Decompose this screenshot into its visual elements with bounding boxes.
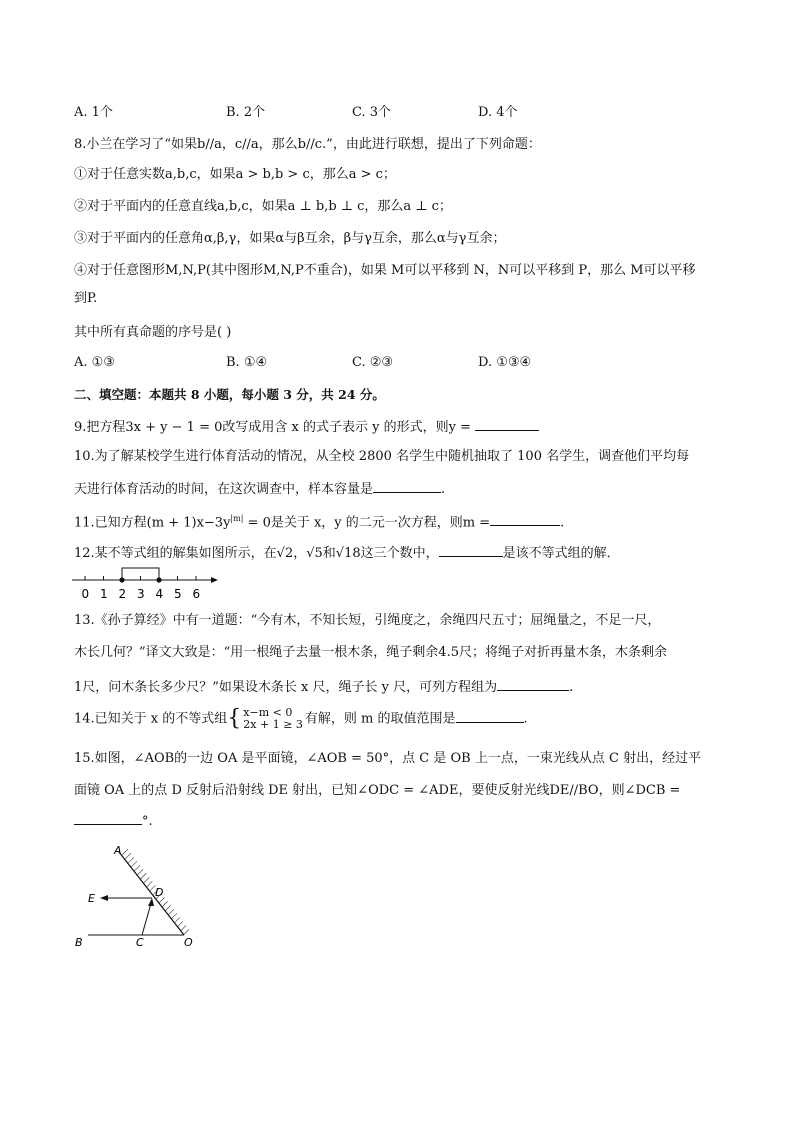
section-2-title: 二、填空题：本题共 8 小题，每小题 3 分，共 24 分。: [74, 387, 385, 402]
q10-answer-blank: [373, 478, 441, 493]
q14-end: .: [523, 711, 528, 727]
q12-rest: 是该不等式组的解．: [502, 546, 620, 561]
q15-answer-blank: [74, 810, 142, 825]
mirror-figure: [70, 836, 210, 954]
q8-question: 其中所有真命题的序号是( ): [74, 325, 232, 340]
q12: [74, 542, 620, 563]
q14-text: 14.已知关于 x 的不等式组: [74, 711, 228, 727]
label-c: C: [136, 936, 144, 949]
q7-option-c: C. 3个: [352, 105, 392, 120]
number-line-arrow: [211, 577, 218, 583]
q8-option-d: D. ①③④: [478, 355, 532, 370]
q9-answer-blank: [475, 416, 539, 431]
q8-option-c: C. ②③: [352, 355, 394, 370]
q11: [74, 510, 564, 532]
q14-answer-blank: [456, 708, 524, 723]
tick-label-5: 5: [174, 587, 182, 601]
q14-rest: 有解，则 m 的取值范围是: [304, 711, 456, 727]
q15-line-1: 15.如图，∠AOB的一边 OA 是平面镜，∠AOB = 50°，点 C 是 OB 上一点，一束光线从点 C 射出，经过平: [74, 751, 702, 766]
q15-end: °.: [142, 814, 153, 829]
q8-option-a: A. ①③: [74, 355, 115, 370]
q8-item-2: ②对于平面内的任意直线a,b,c，如果a ⊥ b,b ⊥ c，那么a ⊥ c；: [74, 199, 452, 214]
q7-option-a: A. 1个: [74, 105, 113, 120]
q11-end: .: [560, 515, 565, 531]
q13-line-3: [74, 676, 573, 697]
q12-answer-blank: [439, 542, 503, 557]
q11-text: 11.已知方程(m + 1)x−3y: [74, 515, 231, 531]
label-e: E: [88, 892, 95, 905]
q9-text: 9.把方程3x + y − 1 = 0改写成用含 x 的式子表示 y 的形式，则y =: [74, 420, 471, 435]
closed-point-2: [119, 577, 124, 582]
q9: [74, 416, 539, 437]
q10-text: 天进行体育活动的时间，在这次调查中，样本容量是: [74, 482, 374, 497]
q11-exponent: |m|: [230, 514, 244, 523]
q13-end: .: [569, 680, 574, 695]
label-o: O: [184, 936, 193, 949]
q14-system-row-2: 2x + 1 ≥ 3: [243, 718, 303, 731]
tick-label-0: 0: [81, 587, 90, 601]
q15-line-2: 面镜 OA 上的点 D 反射后沿射线 DE 射出，已知∠ODC = ∠ADE，要使反射光线DE//BO，则∠DCB =: [74, 783, 681, 798]
q13-text: 1尺，问木条长多少尺？”如果设木条长 x 尺，绳子长 y 尺，可列方程组为: [74, 680, 498, 695]
tick-label-6: 6: [192, 587, 201, 601]
q11-answer-blank: [490, 511, 560, 526]
q8-item-1: ①对于任意实数a,b,c，如果a > b,b > c，那么a > c；: [74, 167, 396, 182]
tick-label-1: 1: [100, 587, 108, 601]
q10-line-2: [74, 478, 445, 499]
q8-item-4-cont: 到P.: [74, 291, 98, 306]
ray-cd-arrow: [148, 898, 154, 906]
q12-text: 12.某不等式组的解集如图所示，在√2，√5和√18这三个数中，: [74, 546, 439, 561]
q8-stem: 8.小兰在学习了“如果b//a，c//a，那么b//c.”，由此进行联想，提出了下列命题：: [74, 137, 541, 152]
q8-item-3: ③对于平面内的任意角α,β,γ，如果α与β互余，β与γ互余，那么α与γ互余；: [74, 231, 506, 246]
q14-system: [243, 707, 303, 731]
q13-line-1: 13.《孙子算经》中有一道题：“今有木，不知长短，引绳度之，余绳四尺五寸；屈绳量之，不足一尺，: [74, 613, 661, 628]
label-b: B: [75, 936, 83, 949]
q14: [74, 706, 528, 733]
label-a: A: [114, 844, 122, 857]
q10-end: .: [441, 482, 446, 497]
tick-label-2: 2: [118, 587, 127, 601]
number-line-figure: [70, 564, 220, 602]
tick-label-4: 4: [155, 587, 164, 601]
q10-line-1: 10.为了解某校学生进行体育活动的情况，从全校 2800 名学生中随机抽取了 100 名学生，调查他们平均每: [74, 449, 690, 464]
q8-option-b: B. ①④: [226, 355, 268, 370]
q7-option-d: D. 4个: [478, 105, 518, 120]
q14-system-row-1: x−m < 0: [243, 706, 293, 719]
q14-brace: {: [227, 706, 242, 731]
tick-label-3: 3: [137, 587, 145, 601]
q7-option-b: B. 2个: [226, 105, 266, 120]
q15-line-3: [74, 810, 153, 831]
label-d: D: [155, 886, 164, 899]
mirror-oa: [119, 852, 184, 935]
q13-answer-blank: [497, 676, 569, 691]
point-4: [156, 577, 161, 582]
q11-rest: = 0是关于 x，y 的二元一次方程，则m =: [243, 515, 491, 531]
q8-item-4: ④对于任意图形M,N,P(其中图形M,N,P不重合)，如果 M可以平移到 N，N可以平移到 P，那么 M可以平移: [74, 263, 696, 278]
ray-de-arrow: [100, 895, 108, 901]
q13-line-2: 木长几何？”译文大致是：“用一根绳子去量一根木条，绳子剩余4.5尺；将绳子对折再量木条，木条剩余: [74, 645, 667, 660]
